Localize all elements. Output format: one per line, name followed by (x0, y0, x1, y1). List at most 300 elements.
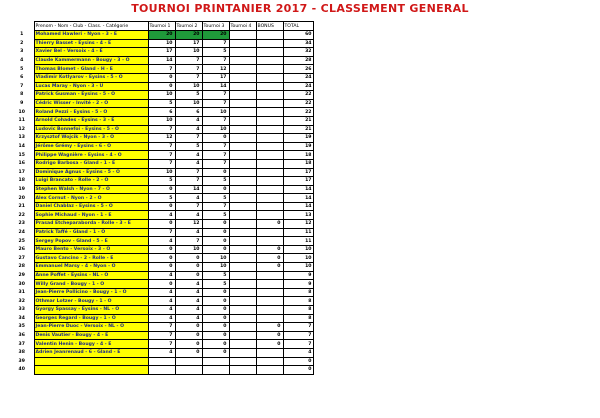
header-tournoi-3: Tournoi 3 (202, 22, 229, 31)
player-name: Sophie Michaud - Nyon - 1 - E (34, 211, 148, 220)
total-score: 17 (283, 168, 313, 177)
total-score: 7 (283, 331, 313, 340)
tournoi-3-score: 10 (202, 263, 229, 272)
total-score: 0 (283, 366, 313, 375)
table-row (10, 56, 313, 65)
total-score: 7 (283, 323, 313, 332)
tournoi-1-score: 4 (148, 271, 175, 280)
tournoi-3-score: 0 (202, 185, 229, 194)
tournoi-4-score (229, 263, 256, 272)
player-name: Mauro Bento - Versoix - 3 - O (34, 245, 148, 254)
tournoi-3-score: 0 (202, 245, 229, 254)
total-score: 13 (283, 211, 313, 220)
rank-cell: 36 (18, 333, 25, 339)
rank-cell: 17 (18, 169, 25, 175)
tournoi-2-score: 4 (175, 306, 202, 315)
tournoi-1-score: 4 (148, 211, 175, 220)
tournoi-4-score (229, 108, 256, 117)
bonus-score (256, 297, 283, 306)
bonus-score: 0 (256, 263, 283, 272)
tournoi-2-score: 10 (175, 99, 202, 108)
tournoi-1-score: 4 (148, 297, 175, 306)
bonus-score (256, 237, 283, 246)
tournoi-3-score: 7 (202, 39, 229, 48)
bonus-score: 0 (256, 254, 283, 263)
tournoi-3-score: 0 (202, 306, 229, 315)
tournoi-3-score: 7 (202, 142, 229, 151)
tournoi-1-score: 4 (148, 348, 175, 357)
tournoi-3-score: 0 (202, 331, 229, 340)
tournoi-3-score: 0 (202, 288, 229, 297)
tournoi-3-score: 7 (202, 91, 229, 100)
tournoi-2-score: 7 (175, 177, 202, 186)
rank-cell: 8 (20, 92, 24, 98)
player-name: Krzysztof Wojcik - Nyon - 3 - O (34, 134, 148, 143)
tournoi-4-score (229, 65, 256, 74)
tournoi-3-score: 7 (202, 116, 229, 125)
bonus-score (256, 108, 283, 117)
tournoi-3-score: 0 (202, 237, 229, 246)
tournoi-4-score (229, 340, 256, 349)
tournoi-2-score: 4 (175, 280, 202, 289)
tournoi-1-score: 7 (148, 323, 175, 332)
tournoi-4-score (229, 306, 256, 315)
tournoi-2-score: 4 (175, 288, 202, 297)
total-score: 21 (283, 116, 313, 125)
total-score: 60 (283, 31, 313, 40)
rank-cell: 39 (18, 358, 25, 364)
tournoi-4-score (229, 185, 256, 194)
table-row (10, 220, 313, 229)
tournoi-3-score: 10 (202, 108, 229, 117)
tournoi-2-score: 0 (175, 331, 202, 340)
tournoi-4-score (229, 297, 256, 306)
tournoi-4-score (229, 142, 256, 151)
table-row (10, 142, 313, 151)
tournoi-2-score: 4 (175, 297, 202, 306)
total-score: 11 (283, 228, 313, 237)
tournoi-1-score: 5 (148, 194, 175, 203)
rank-cell: 18 (18, 178, 25, 184)
tournoi-2-score: 5 (175, 142, 202, 151)
tournoi-2-score: 0 (175, 271, 202, 280)
player-name: Luigi Brancato - Rolle - 2 - O (34, 177, 148, 186)
tournoi-4-score (229, 56, 256, 65)
table-row (10, 168, 313, 177)
rank-cell: 38 (18, 350, 25, 356)
tournoi-3-score: 0 (202, 323, 229, 332)
tournoi-2-score: 4 (175, 125, 202, 134)
rank-cell: 31 (18, 290, 25, 296)
bonus-score (256, 271, 283, 280)
bonus-score (256, 168, 283, 177)
bonus-score: 0 (256, 323, 283, 332)
total-score: 18 (283, 151, 313, 160)
rank-cell: 19 (18, 186, 25, 192)
tournoi-2-score: 4 (175, 228, 202, 237)
tournoi-3-score: 10 (202, 254, 229, 263)
table-row (10, 134, 313, 143)
tournoi-3-score: 5 (202, 211, 229, 220)
tournoi-4-score (229, 348, 256, 357)
table-row (10, 340, 313, 349)
tournoi-4-score (229, 91, 256, 100)
bonus-score (256, 39, 283, 48)
player-name: Rodrigo Barbosa - Gland - 1 - E (34, 159, 148, 168)
player-name: Anne Poffet - Eysins - NL - O (34, 271, 148, 280)
tournoi-4-score (229, 116, 256, 125)
player-name: Jérôme Grémy - Eysins - 6 - O (34, 142, 148, 151)
total-score: 22 (283, 91, 313, 100)
bonus-score (256, 73, 283, 82)
tournoi-2-score: 0 (175, 340, 202, 349)
bonus-score (256, 48, 283, 57)
total-score: 22 (283, 99, 313, 108)
tournoi-1-score: 5 (148, 99, 175, 108)
rank-cell: 20 (18, 195, 25, 201)
tournoi-2-score: 4 (175, 211, 202, 220)
total-score: 19 (283, 134, 313, 143)
tournoi-1-score (148, 366, 175, 375)
tournoi-4-score (229, 366, 256, 375)
tournoi-4-score (229, 159, 256, 168)
tournoi-4-score (229, 271, 256, 280)
ranking-table (10, 21, 314, 375)
tournoi-4-score (229, 288, 256, 297)
tournoi-2-score: 7 (175, 202, 202, 211)
total-score: 14 (283, 194, 313, 203)
tournoi-2-score: 0 (175, 263, 202, 272)
total-score: 9 (283, 271, 313, 280)
player-name: Thomas Blomet - Gland - H - E (34, 65, 148, 74)
tournoi-2-score: 17 (175, 39, 202, 48)
tournoi-2-score: 20 (175, 31, 202, 40)
bonus-score (256, 56, 283, 65)
tournoi-3-score: 7 (202, 151, 229, 160)
total-score: 14 (283, 185, 313, 194)
tournoi-1-score: 7 (148, 331, 175, 340)
tournoi-1-score: 4 (148, 306, 175, 315)
rank-cell: 22 (18, 212, 25, 218)
table-row (10, 73, 313, 82)
bonus-score (256, 366, 283, 375)
tournoi-3-score: 10 (202, 125, 229, 134)
bonus-score: 0 (256, 340, 283, 349)
table-row (10, 194, 313, 203)
tournoi-1-score: 7 (148, 228, 175, 237)
tournoi-4-score (229, 280, 256, 289)
tournoi-1-score: 7 (148, 65, 175, 74)
bonus-score (256, 348, 283, 357)
rank-cell: 40 (18, 367, 25, 373)
bonus-score (256, 306, 283, 315)
player-name: Gyorgy Spassay - Eysins - NL - O (34, 306, 148, 315)
tournoi-4-score (229, 177, 256, 186)
player-name: Philippe Wagnière - Eysins - 4 - O (34, 151, 148, 160)
tournoi-2-score: 7 (175, 56, 202, 65)
tournoi-3-score: 0 (202, 348, 229, 357)
table-row (10, 306, 313, 315)
player-name: Willy Grand - Bougy - 1 - O (34, 280, 148, 289)
tournoi-2-score: 4 (175, 159, 202, 168)
tournoi-1-score: 0 (148, 185, 175, 194)
player-name: Jean-Pierre Pollicino - Bougy - 1 - O (34, 288, 148, 297)
table-row (10, 323, 313, 332)
tournoi-4-score (229, 194, 256, 203)
rank-cell: 1 (20, 32, 24, 38)
tournoi-3-score: 5 (202, 194, 229, 203)
tournoi-2-score: 10 (175, 82, 202, 91)
table-row (10, 357, 313, 366)
total-score: 17 (283, 177, 313, 186)
tournoi-3-score: 5 (202, 48, 229, 57)
total-score: 14 (283, 202, 313, 211)
total-score: 19 (283, 142, 313, 151)
tournoi-4-score (229, 323, 256, 332)
bonus-score (256, 211, 283, 220)
total-score: 4 (283, 348, 313, 357)
table-row (10, 366, 313, 375)
total-score: 18 (283, 159, 313, 168)
tournoi-3-score: 0 (202, 220, 229, 229)
table-row (10, 314, 313, 323)
player-name: Xavier Bel - Versoix - 4 - E (34, 48, 148, 57)
table-row (10, 348, 313, 357)
bonus-score (256, 288, 283, 297)
tournoi-2-score: 10 (175, 245, 202, 254)
player-name: Cédric Wisser - Invité - 2 - O (34, 99, 148, 108)
table-row (10, 211, 313, 220)
total-score: 10 (283, 245, 313, 254)
total-score: 8 (283, 297, 313, 306)
tournoi-3-score: 7 (202, 202, 229, 211)
rank-cell: 6 (20, 75, 24, 81)
table-row (10, 185, 313, 194)
tournoi-3-score: 0 (202, 228, 229, 237)
bonus-score (256, 99, 283, 108)
bonus-score (256, 116, 283, 125)
table-row (10, 91, 313, 100)
bonus-score (256, 82, 283, 91)
tournoi-1-score: 7 (148, 125, 175, 134)
player-name: Roland Pezzi - Eysins - 5 - O (34, 108, 148, 117)
tournoi-1-score: 0 (148, 82, 175, 91)
rank-cell: 11 (18, 118, 25, 124)
player-name: Lucas Maray - Nyon - 3 - U (34, 82, 148, 91)
player-name: Dominique Agnus - Eysins - 5 - O (34, 168, 148, 177)
player-name: Georges Regard - Bougy - 1 - O (34, 314, 148, 323)
player-name: Claude Kammermann - Bougy - 3 - O (34, 56, 148, 65)
tournoi-3-score: 20 (202, 31, 229, 40)
tournoi-2-score: 12 (175, 220, 202, 229)
table-row (10, 297, 313, 306)
bonus-score (256, 151, 283, 160)
total-score: 10 (283, 263, 313, 272)
total-score: 8 (283, 314, 313, 323)
rank-cell: 33 (18, 307, 25, 313)
player-name: Ludovic Bonnefoi - Eysins - 5 - O (34, 125, 148, 134)
header-total: TOTAL (283, 22, 313, 31)
tournoi-1-score: 7 (148, 142, 175, 151)
tournoi-4-score (229, 331, 256, 340)
rank-cell: 30 (18, 281, 25, 287)
rank-cell: 35 (18, 324, 25, 330)
rank-cell: 37 (18, 341, 25, 347)
player-name: Sergey Popov - Gland - 5 - E (34, 237, 148, 246)
bonus-score (256, 177, 283, 186)
total-score: 24 (283, 82, 313, 91)
rank-cell: 23 (18, 221, 25, 227)
player-name: Valentin Henin - Bougy - 4 - E (34, 340, 148, 349)
rank-cell: 7 (20, 83, 24, 89)
player-name: Stephen Walsh - Nyon - 7 - O (34, 185, 148, 194)
tournoi-1-score: 7 (148, 340, 175, 349)
table-row (10, 31, 313, 40)
table-row (10, 116, 313, 125)
tournoi-2-score: 5 (175, 91, 202, 100)
bonus-score: 0 (256, 220, 283, 229)
tournoi-1-score: 0 (148, 280, 175, 289)
player-name: Vladimir Kotlyarov - Eysins - 5 - O (34, 73, 148, 82)
bonus-score (256, 65, 283, 74)
rank-cell: 27 (18, 255, 25, 261)
rank-cell: 12 (18, 126, 25, 132)
tournoi-1-score: 14 (148, 56, 175, 65)
player-name: Adrien Jeanrenaud - 6 - Gland - E (34, 348, 148, 357)
tournoi-1-score: 10 (148, 39, 175, 48)
table-row (10, 39, 313, 48)
player-name (34, 357, 148, 366)
tournoi-1-score: 10 (148, 116, 175, 125)
tournoi-1-score: 7 (148, 151, 175, 160)
tournoi-1-score: 6 (148, 108, 175, 117)
tournoi-3-score: 12 (202, 65, 229, 74)
player-name (34, 366, 148, 375)
tournoi-1-score (148, 357, 175, 366)
total-score: 11 (283, 237, 313, 246)
tournoi-2-score: 7 (175, 237, 202, 246)
table-row (10, 177, 313, 186)
player-name: Jean-Pierre Duoc - Versoix - NL - O (34, 323, 148, 332)
table-row (10, 82, 313, 91)
tournoi-3-score: 7 (202, 99, 229, 108)
table-row (10, 99, 313, 108)
tournoi-4-score (229, 151, 256, 160)
rank-cell: 9 (20, 101, 24, 107)
tournoi-3-score: 0 (202, 314, 229, 323)
table-row (10, 254, 313, 263)
tournoi-1-score: 0 (148, 254, 175, 263)
total-score: 12 (283, 220, 313, 229)
tournoi-4-score (229, 134, 256, 143)
total-score: 26 (283, 65, 313, 74)
tournoi-1-score: 0 (148, 263, 175, 272)
total-score: 8 (283, 306, 313, 315)
tournoi-1-score: 0 (148, 245, 175, 254)
rank-cell: 4 (20, 58, 24, 64)
table-row (10, 108, 313, 117)
bonus-score (256, 228, 283, 237)
table-row (10, 48, 313, 57)
header-tournoi-1: Tournoi 1 (148, 22, 175, 31)
tournoi-1-score: 4 (148, 237, 175, 246)
rank-cell: 28 (18, 264, 25, 270)
tournoi-2-score: 4 (175, 194, 202, 203)
table-row (10, 65, 313, 74)
tournoi-2-score: 7 (175, 134, 202, 143)
tournoi-3-score: 7 (202, 159, 229, 168)
tournoi-3-score (202, 357, 229, 366)
rank-cell: 16 (18, 161, 25, 167)
table-row (10, 159, 313, 168)
player-name: Mohamed Hawleri - Nyon - 3 - E (34, 31, 148, 40)
tournoi-4-score (229, 31, 256, 40)
rank-cell: 24 (18, 229, 25, 235)
rank-cell: 15 (18, 152, 25, 158)
rank-cell: 3 (20, 49, 24, 55)
header-row (10, 22, 313, 31)
total-score: 0 (283, 357, 313, 366)
bonus-score (256, 314, 283, 323)
table-row (10, 237, 313, 246)
rank-cell: 21 (18, 204, 25, 210)
table-row (10, 245, 313, 254)
page-title: TOURNOI PRINTANIER 2017 - CLASSEMENT GENERAL (131, 2, 469, 15)
rank-cell: 34 (18, 315, 25, 321)
total-score: 10 (283, 254, 313, 263)
tournoi-4-score (229, 73, 256, 82)
total-score: 24 (283, 73, 313, 82)
tournoi-2-score: 4 (175, 314, 202, 323)
player-name: Arnold Cohades - Eysins - 3 - E (34, 116, 148, 125)
player-name: Gustavo Cancino - 2 - Rolle - E (34, 254, 148, 263)
tournoi-3-score: 5 (202, 280, 229, 289)
player-name: Daniel Chablaz - Eysins - 5 - O (34, 202, 148, 211)
tournoi-1-score: 10 (148, 168, 175, 177)
tournoi-4-score (229, 357, 256, 366)
tournoi-2-score: 14 (175, 185, 202, 194)
bonus-score (256, 194, 283, 203)
tournoi-4-score (229, 168, 256, 177)
player-name: Prasad Etcheparaborda - Rolle - 3 - E (34, 220, 148, 229)
player-name: Emmanuel Marsy - 4 - Nyon - O (34, 263, 148, 272)
tournoi-3-score (202, 366, 229, 375)
rank-cell: 32 (18, 298, 25, 304)
tournoi-4-score (229, 228, 256, 237)
tournoi-2-score: 4 (175, 151, 202, 160)
tournoi-2-score: 10 (175, 48, 202, 57)
tournoi-3-score: 14 (202, 82, 229, 91)
table-row (10, 331, 313, 340)
rank-cell: 26 (18, 247, 25, 253)
tournoi-1-score: 4 (148, 314, 175, 323)
tournoi-1-score: 12 (148, 134, 175, 143)
table-row (10, 280, 313, 289)
tournoi-2-score: 0 (175, 254, 202, 263)
tournoi-3-score: 0 (202, 340, 229, 349)
tournoi-4-score (229, 211, 256, 220)
bonus-score (256, 31, 283, 40)
table-row (10, 263, 313, 272)
tournoi-2-score: 4 (175, 116, 202, 125)
tournoi-4-score (229, 314, 256, 323)
tournoi-3-score: 5 (202, 271, 229, 280)
tournoi-3-score: 0 (202, 168, 229, 177)
tournoi-3-score: 0 (202, 297, 229, 306)
player-name: Patrick Gusman - Eysins - 5 - O (34, 91, 148, 100)
tournoi-4-score (229, 125, 256, 134)
tournoi-1-score: 4 (148, 288, 175, 297)
